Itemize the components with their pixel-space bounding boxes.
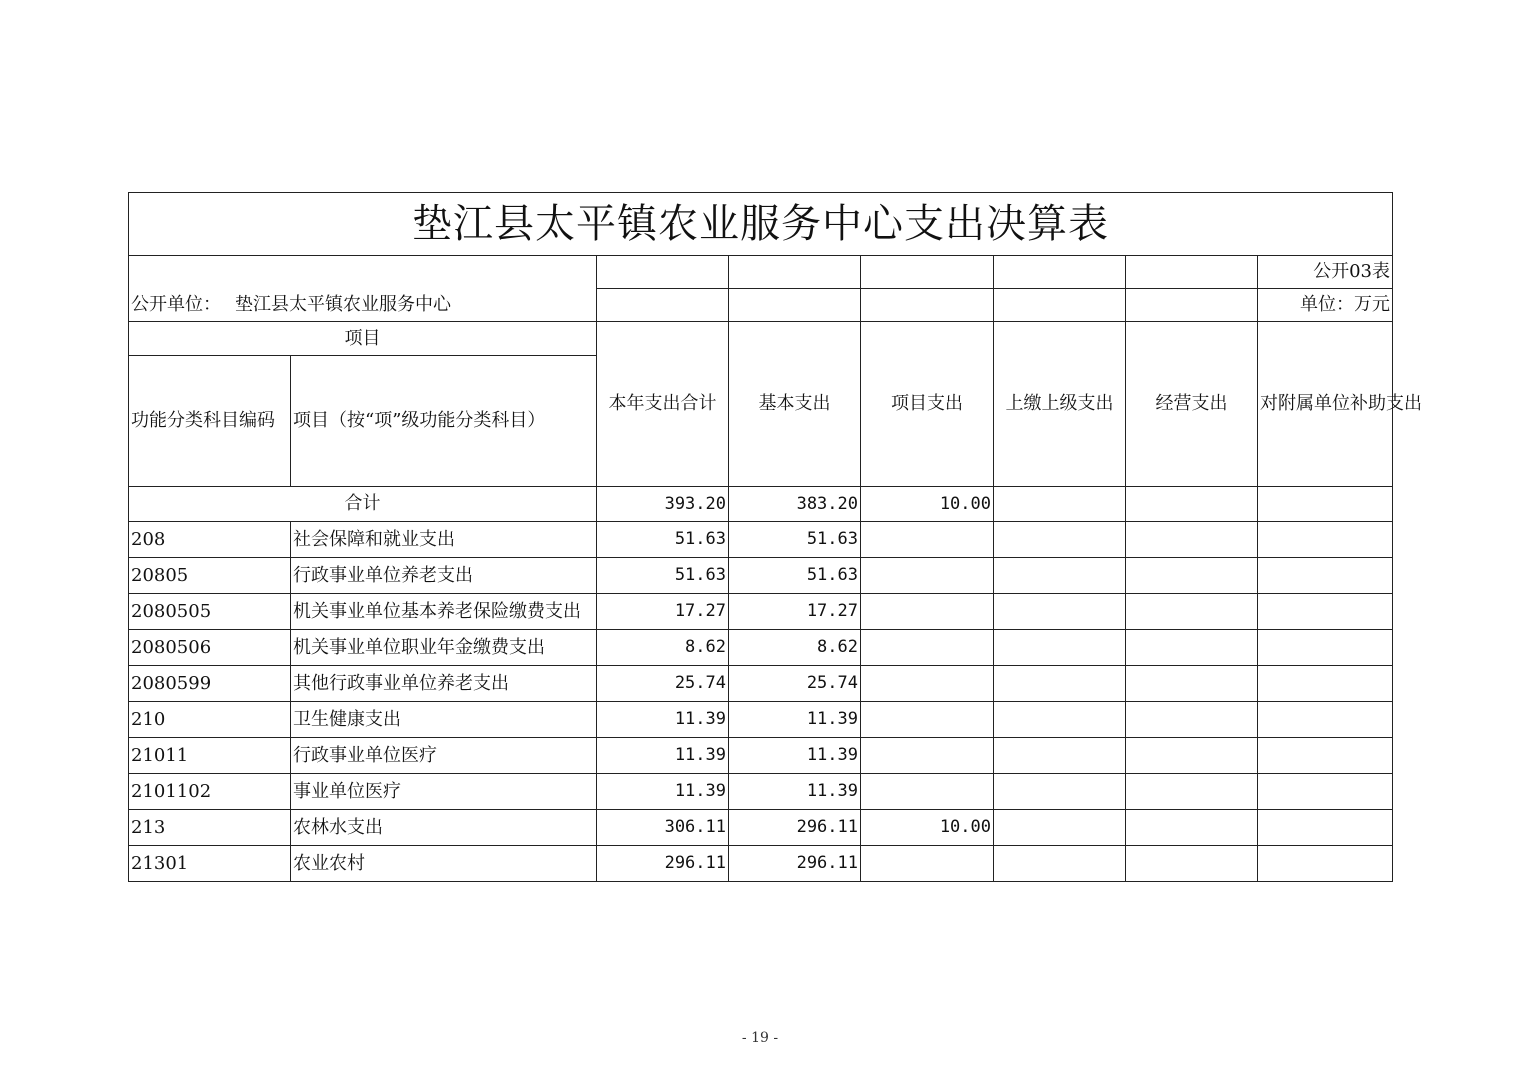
row-name: 事业单位医疗: [291, 774, 597, 810]
empty-cell: [1258, 702, 1393, 738]
empty-cell: [1126, 774, 1258, 810]
meta-cell: [861, 256, 994, 289]
meta-cell: [729, 256, 861, 289]
empty-cell: [994, 846, 1126, 882]
row-code: 213: [129, 810, 291, 846]
meta-cell: [994, 289, 1126, 322]
empty-cell: [994, 774, 1126, 810]
header-subsidy: 对附属单位补助支出: [1258, 322, 1393, 487]
row-code: 210: [129, 702, 291, 738]
table-row: [129, 810, 1393, 846]
total-sum: 393.20: [597, 487, 729, 522]
empty-cell: [994, 487, 1126, 522]
header-business: 经营支出: [1126, 322, 1258, 487]
table-title: 垫江县太平镇农业服务中心支出决算表: [129, 193, 1393, 256]
empty-cell: [1126, 630, 1258, 666]
row-project: [861, 738, 994, 774]
header-code: 功能分类科目编码: [129, 356, 291, 487]
empty-cell: [1258, 666, 1393, 702]
header-total: 本年支出合计: [597, 322, 729, 487]
empty-cell: [1126, 738, 1258, 774]
row-code: 2080599: [129, 666, 291, 702]
empty-cell: [994, 702, 1126, 738]
row-name: 农业农村: [291, 846, 597, 882]
row-basic: 11.39: [729, 702, 861, 738]
total-basic: 383.20: [729, 487, 861, 522]
empty-cell: [1258, 774, 1393, 810]
row-code: 2080505: [129, 594, 291, 630]
header-basic: 基本支出: [729, 322, 861, 487]
row-total: 306.11: [597, 810, 729, 846]
table-row: [129, 594, 1393, 630]
table-row: [129, 774, 1393, 810]
table-row: [129, 846, 1393, 882]
total-row: [129, 487, 1393, 522]
empty-cell: [1258, 738, 1393, 774]
row-basic: 11.39: [729, 738, 861, 774]
meta-cell: [729, 289, 861, 322]
row-total: 51.63: [597, 558, 729, 594]
header-name: 项目（按“项”级功能分类科目）: [291, 356, 597, 487]
row-basic: 296.11: [729, 810, 861, 846]
empty-cell: [1126, 702, 1258, 738]
empty-cell: [1258, 846, 1393, 882]
table-row: [129, 702, 1393, 738]
row-total: 11.39: [597, 774, 729, 810]
meta-cell: [597, 289, 729, 322]
total-project: 10.00: [861, 487, 994, 522]
meta-cell: [1126, 256, 1258, 289]
empty-cell: [1126, 522, 1258, 558]
row-name: 行政事业单位医疗: [291, 738, 597, 774]
row-basic: 51.63: [729, 522, 861, 558]
row-code: 2080506: [129, 630, 291, 666]
row-project: [861, 558, 994, 594]
page-number: - 19 -: [741, 1030, 779, 1046]
table-row: [129, 522, 1393, 558]
row-project: [861, 774, 994, 810]
empty-cell: [1126, 594, 1258, 630]
row-project: [861, 846, 994, 882]
empty-cell: [994, 738, 1126, 774]
meta-cell: [994, 256, 1126, 289]
row-name: 卫生健康支出: [291, 702, 597, 738]
unit-name: 垫江县太平镇农业服务中心: [235, 293, 451, 315]
empty-cell: [1126, 666, 1258, 702]
row-total: 11.39: [597, 738, 729, 774]
row-total: 17.27: [597, 594, 729, 630]
meta-cell: [1126, 289, 1258, 322]
total-label: 合计: [129, 487, 597, 522]
empty-cell: [1258, 594, 1393, 630]
empty-cell: [994, 810, 1126, 846]
table-row: [129, 666, 1393, 702]
row-project: [861, 666, 994, 702]
empty-cell: [994, 558, 1126, 594]
empty-cell: [1258, 810, 1393, 846]
row-project: [861, 522, 994, 558]
row-name: 社会保障和就业支出: [291, 522, 597, 558]
row-project: 10.00: [861, 810, 994, 846]
currency-unit: 单位：万元: [1258, 289, 1393, 322]
empty-cell: [1258, 558, 1393, 594]
empty-cell: [1126, 846, 1258, 882]
empty-cell: [994, 522, 1126, 558]
row-project: [861, 702, 994, 738]
row-basic: 25.74: [729, 666, 861, 702]
row-basic: 51.63: [729, 558, 861, 594]
row-code: 20805: [129, 558, 291, 594]
row-name: 机关事业单位基本养老保险缴费支出: [291, 594, 597, 630]
empty-cell: [994, 594, 1126, 630]
empty-cell: [1126, 558, 1258, 594]
empty-cell: [1126, 487, 1258, 522]
row-project: [861, 594, 994, 630]
row-basic: 8.62: [729, 630, 861, 666]
table-row: [129, 558, 1393, 594]
row-total: 8.62: [597, 630, 729, 666]
row-name: 其他行政事业单位养老支出: [291, 666, 597, 702]
empty-cell: [994, 630, 1126, 666]
row-project: [861, 630, 994, 666]
header-project: 项目: [129, 322, 597, 356]
row-code: 21301: [129, 846, 291, 882]
empty-cell: [994, 666, 1126, 702]
row-code: 2101102: [129, 774, 291, 810]
empty-cell: [1126, 810, 1258, 846]
row-name: 行政事业单位养老支出: [291, 558, 597, 594]
header-upper: 上缴上级支出: [994, 322, 1126, 487]
row-basic: 17.27: [729, 594, 861, 630]
row-name: 农林水支出: [291, 810, 597, 846]
row-basic: 296.11: [729, 846, 861, 882]
row-code: 21011: [129, 738, 291, 774]
unit-label: 公开单位：: [131, 293, 221, 315]
meta-cell: [597, 256, 729, 289]
row-total: 296.11: [597, 846, 729, 882]
row-total: 11.39: [597, 702, 729, 738]
meta-blank: [129, 256, 597, 289]
meta-cell: [861, 289, 994, 322]
row-total: 25.74: [597, 666, 729, 702]
empty-cell: [1258, 630, 1393, 666]
row-basic: 11.39: [729, 774, 861, 810]
table-row: [129, 738, 1393, 774]
expenditure-table: [128, 192, 1422, 882]
row-code: 208: [129, 522, 291, 558]
table-row: [129, 630, 1393, 666]
empty-cell: [1258, 487, 1393, 522]
row-total: 51.63: [597, 522, 729, 558]
header-project-exp: 项目支出: [861, 322, 994, 487]
form-code: 公开03表: [1258, 256, 1393, 289]
row-name: 机关事业单位职业年金缴费支出: [291, 630, 597, 666]
unit-info: [129, 289, 597, 322]
empty-cell: [1258, 522, 1393, 558]
